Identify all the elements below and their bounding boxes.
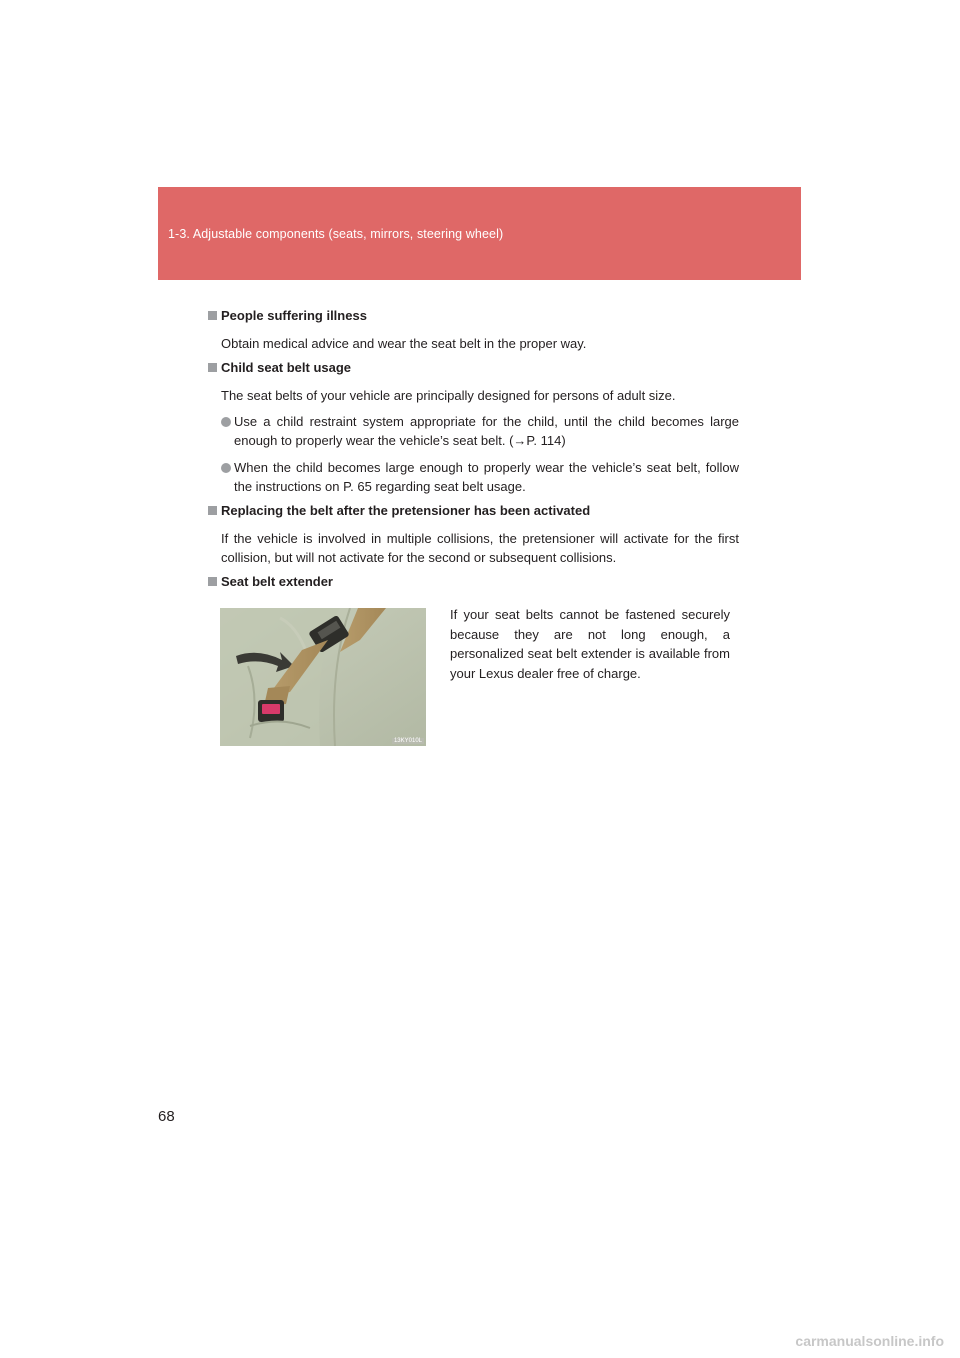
heading-illness: People suffering illness xyxy=(208,308,367,323)
heading-child-usage: Child seat belt usage xyxy=(208,360,351,375)
heading-pretensioner: Replacing the belt after the pretensioner has been activated xyxy=(208,503,590,518)
page-number: 68 xyxy=(158,1108,175,1125)
paragraph-extender: If your seat belts cannot be fastened securely because they are not long enough, a personalized seat belt extender is available from your Lexus dealer free of charge. xyxy=(450,607,730,681)
square-bullet-icon xyxy=(208,577,217,586)
watermark: carmanualsonline.info xyxy=(795,1333,944,1349)
circle-bullet-icon xyxy=(221,463,231,473)
paragraph-illness: Obtain medical advice and wear the seat belt in the proper way. xyxy=(221,336,587,351)
square-bullet-icon xyxy=(208,506,217,515)
seat-belt-illustration xyxy=(220,608,426,746)
seat-belt-extender-illustration xyxy=(220,608,426,746)
header-band xyxy=(158,187,801,280)
bullet-child-large-enough: When the child becomes large enough to properly wear the vehicle’s seat belt, follow the instructions on P. 65 regarding seat belt usage. xyxy=(221,458,739,496)
section-title: 1-3. Adjustable components (seats, mirrors, steering wheel) xyxy=(168,227,504,241)
square-bullet-icon xyxy=(208,363,217,372)
paragraph-pretensioner: If the vehicle is involved in multiple collisions, the pretensioner will activate for the first collision, but will not activate for the second or subsequent collisions. xyxy=(221,531,739,565)
square-bullet-icon xyxy=(208,311,217,320)
heading-extender: Seat belt extender xyxy=(208,574,333,589)
paragraph-child-usage: The seat belts of your vehicle are principally designed for persons of adult size. xyxy=(221,388,676,403)
circle-bullet-icon xyxy=(221,417,231,427)
figure-code: 13KY010L xyxy=(393,738,422,744)
bullet-child-restraint: Use a child restraint system appropriate for the child, until the child becomes large enough to properly wear the vehicle’s seat belt. (→P. 114) xyxy=(221,412,739,450)
